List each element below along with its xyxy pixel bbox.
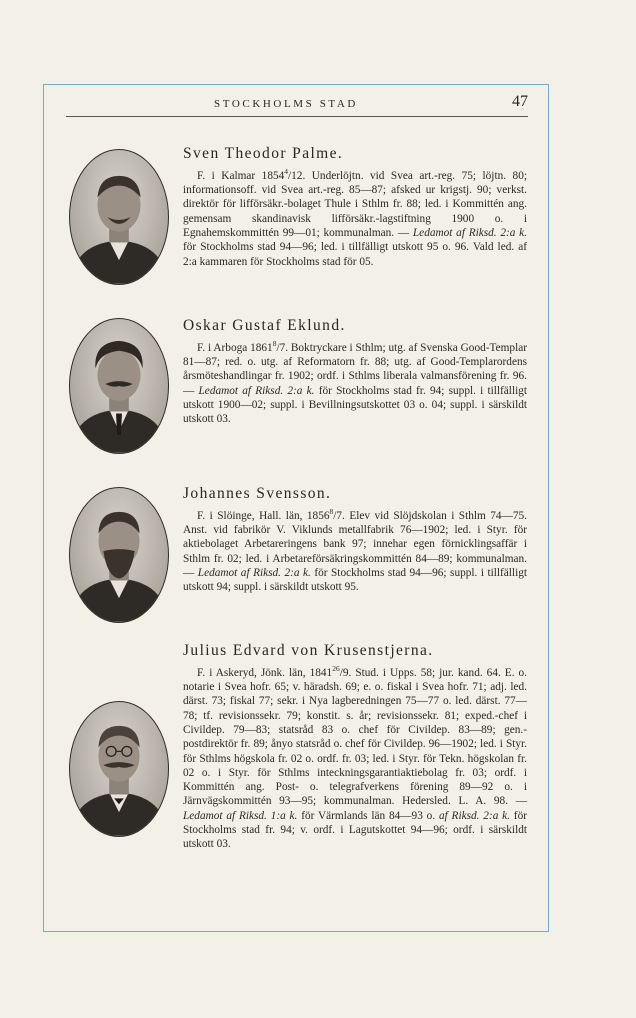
biography-text: för Stockholms stad fr. 94; suppl. i tillfälligt utskott 1900—02; suppl. i Bevillningsutskottet 03 o. 04; suppl. i särskildt utskott 03. [183,384,528,426]
entry-biography [183,505,527,595]
page-number: 47 [512,93,528,110]
portrait-eklund [69,318,169,454]
biography-italic-text: af Riksd. 2:a k. [438,809,510,822]
biography-italic-text: Ledamot af Riksd. 2:a k. [198,384,315,397]
entry-biography [183,662,527,852]
biography-italic-text: Ledamot af Riksd. 2:a k. [412,226,527,239]
biography-italic-text: Ledamot af Riksd. 1:a k. [183,809,298,822]
date-superscript: 4 [284,167,289,176]
biography-text: F. i Kalmar 1854 [197,169,285,182]
portrait-krusenstjerna [69,701,169,837]
biography-text: F. i Slöinge, Hall. län, 1856 [197,509,330,522]
portrait-svensson [69,487,169,623]
biography-text: /12. Underlöjtn. vid Svea art.-reg. 75; löjtn. 80; informationsoff. vid Svea art.-reg. 85—87; afsked ur krigstj. 90; verkst. direktör för lifförsäkr.-bolaget Thule i Sthlm fr. 88; led. i Kommittén ang. gemensam skandinavisk lifförsäkr.-lagstiftning 1900 o. i Egnahemskommittén 99—01; kommunalman. — [183,169,527,239]
entry-name: Julius Edvard von Krusenstjerna. [183,642,434,659]
date-superscript: 8 [329,507,334,516]
entry-biography [183,165,527,269]
running-head [66,93,528,117]
entry-name: Oskar Gustaf Eklund. [183,317,346,334]
biography-text: /7. Elev vid Slöjdskolan i Sthlm 74—75. Anst. vid fabrikör V. Viklunds metallfabrik 76—1902; led. i Styr. för aktiebolaget Arbetareringens bank 97; innehar egen förnicklingsaffär i Sthlm fr. 02; led. i Arbetareförsäkringskommittén 84—89; kommunalman. — [183,509,527,579]
entry-name: Sven Theodor Palme. [183,145,344,162]
biography-text: F. i Askeryd, Jönk. län, 1841 [197,666,333,679]
biography-text: /7. Boktryckare i Sthlm; utg. af Svenska Good-Templar 81—87; red. o. utg. af Reformatorn fr. 88; utg. af Good-Templarordens årsmöteshandlingar fr. 1902; ordf. i Sthlms liberala valmansförening fr. 96. — [183,341,527,397]
biography-text: för Stockholms stad fr. 94; v. ordf. i Lagutskottet 94—96; ordf. i särskildt utskott 03. [183,809,527,851]
biography-text: för Stockholms stad 94—96; led. i tillfälligt utskott 95 o. 96. Vald led. af 2:a kammaren för Stockholms stad för 05. [183,241,527,268]
biography-text: för Stockholms stad 94—96; suppl. i tillfälligt utskott 94; suppl. i särskildt utskott 95. [183,566,527,594]
entry-biography [183,337,527,427]
biography-text: för Värmlands län 84—93 o. [297,809,439,822]
biography-italic-text: Ledamot af Riksd. 2:a k. [197,566,311,579]
biography-text: F. i Arboga 1861 [197,341,273,354]
date-superscript: 26 [332,664,340,673]
biography-text: /9. Stud. i Upps. 58; jur. kand. 64. E. o. notarie i Svea hofr. 65; v. häradsh. 69; e. o. fiskal i Svea hofr. 71; adj. led. därst. 73; fiskal 77; sekr. i Nya lagberedningen 75—77 o. led. därst. 77—78; tf. revisionssekr. 79; konstit. s. år; revisionssekr. 81; exped.-chef i Civildep. 79—83; statsråd 83 o. chef för Civildep. 83—89; gen.-postdirektör fr. 89; ånyo statsråd o. chef för Civildep. 96—1902; led. i Styr. för Sthlms högskola fr. 02 o. ordf. fr. 03; led. i Styr. för Tekn. högskolan fr. 02 o. i Styr. för Sthlms inteckningsgarantiaktiebolag fr. 03; ordf. i Kommittén ang. Post- o. telegrafverkens förening 89—92 o. i Järnvägskommittén 93—95; kommunalman. Hedersled. L. A. 98. — [183,666,527,808]
entry-name: Johannes Svensson. [183,485,332,502]
portrait-palme [69,149,169,285]
date-superscript: 8 [272,339,277,348]
running-head-title: STOCKHOLMS STAD [214,98,358,110]
